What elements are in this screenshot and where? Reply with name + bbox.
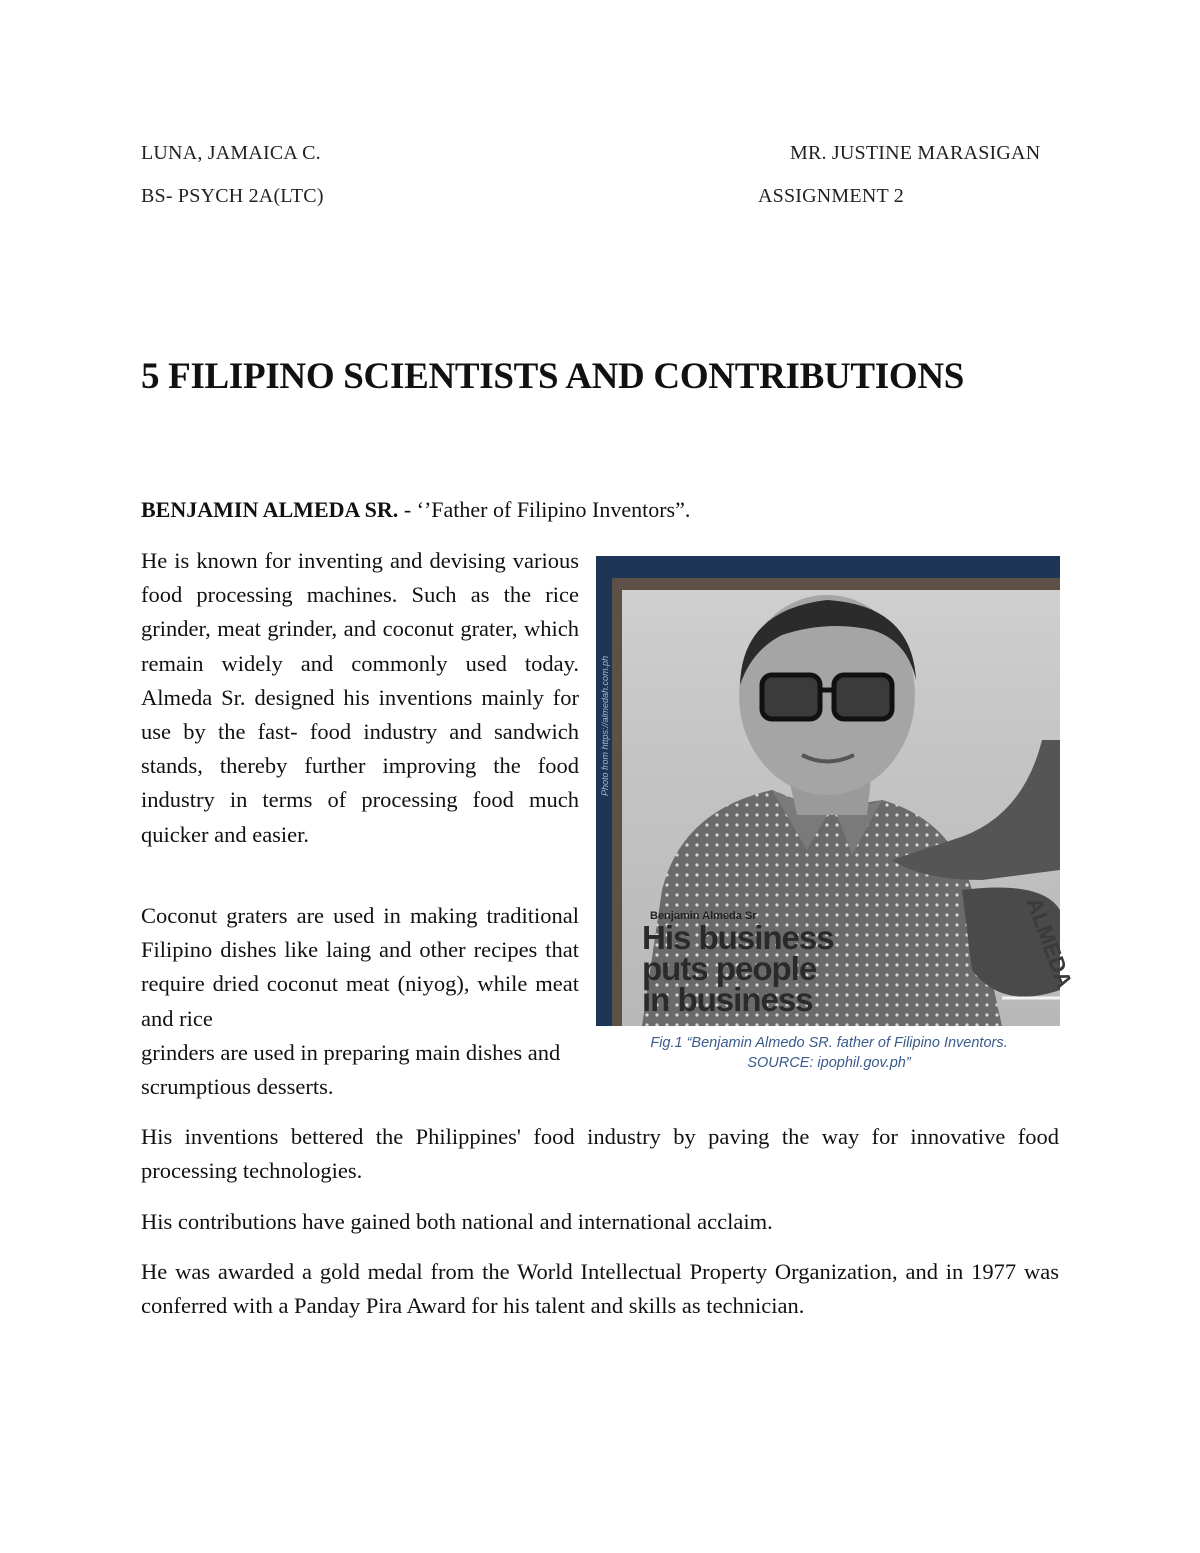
paragraph-coconut-graters: Coconut graters are used in making traditional Filipino dishes like laing and other recipes that require dried coconut meat (niyog), while meat and rice: [141, 903, 579, 1031]
paragraph-grinders: grinders are used in preparing main dishes and scrumptious desserts.: [141, 1040, 561, 1100]
course-label: BS- PSYCH 2A(LTC): [141, 185, 324, 207]
paragraph-acclaim: His contributions have gained both national and international acclaim.: [141, 1209, 773, 1234]
instructor-name: MR. JUSTINE MARASIGAN: [790, 142, 1041, 164]
paragraph-awards: He was awarded a gold medal from the World Intellectual Property Organization, and in 1977 was conferred with a Panday Pira Award for his talent and skills as technician.: [141, 1259, 1059, 1319]
assignment-label: ASSIGNMENT 2: [758, 185, 904, 207]
photo-credit: Photo from https://almedah.com.ph: [600, 655, 610, 796]
page-title: 5 FILIPINO SCIENTISTS AND CONTRIBUTIONS: [141, 356, 965, 397]
photo-brand-text: ALMEDA: [1021, 894, 1078, 992]
portrait-image: [622, 590, 1078, 1026]
student-name: LUNA, JAMAICA C.: [141, 142, 321, 164]
paragraph-food-industry: His inventions bettered the Philippines' food industry by paving the way for innovative food processing technologies.: [141, 1124, 1059, 1184]
paragraph-inventions: He is known for inventing and devising various food processing machines. Such as the rice grinder, meat grinder, and coconut grater, which remain widely and commonly used today. Almeda Sr. designed his inventions mainly for use by the fast- food industry and sandwich stands, thereby further improving the food industry in terms of processing food much quicker and easier.: [141, 548, 579, 847]
figure-photo: [596, 556, 1078, 1026]
scientist-epithet: - ‘’Father of Filipino Inventors”.: [398, 497, 691, 522]
scientist-name: BENJAMIN ALMEDA SR.: [141, 497, 399, 522]
photo-overlay-caption: Benjamin Almeda Sr: [650, 910, 757, 922]
section-heading: [141, 497, 690, 523]
figure-caption: Fig.1 “Benjamin Almedo SR. father of Filipino Inventors. SOURCE: ipophil.gov.ph”: [650, 1035, 1008, 1071]
photo-overlay-headline: His business puts people in business: [642, 919, 834, 1018]
photo-frame: [612, 578, 1078, 1026]
